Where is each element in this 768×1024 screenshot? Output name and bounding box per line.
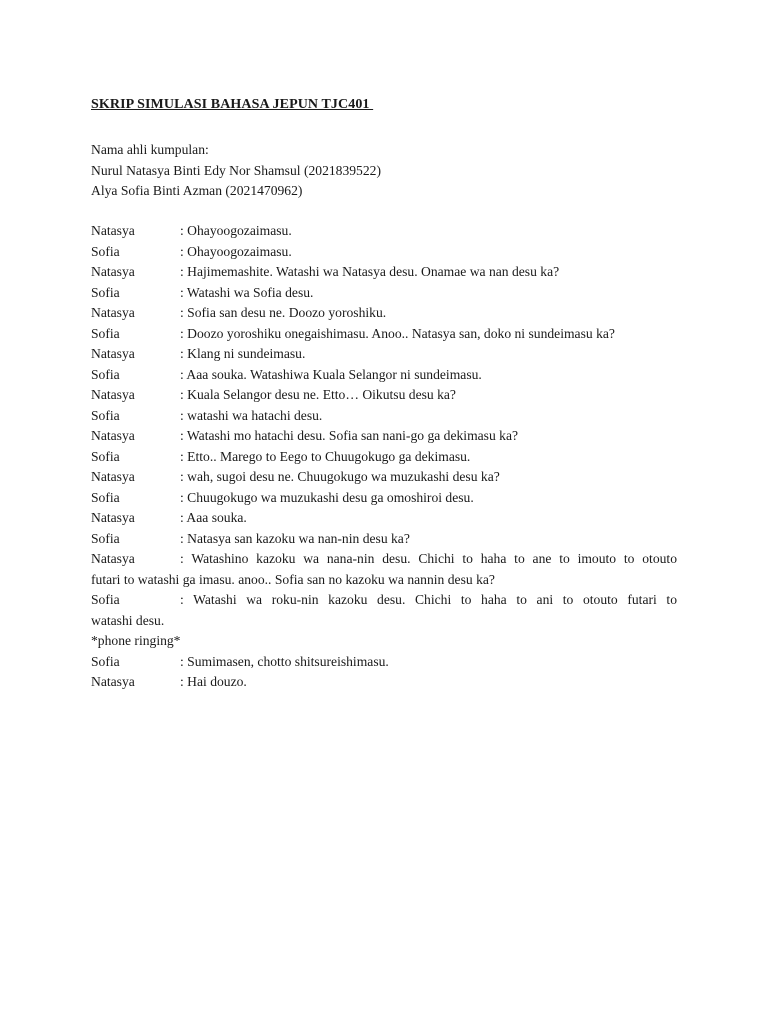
speaker-name: Natasya xyxy=(91,264,135,279)
dialogue-text: : Klang ni sundeimasu. xyxy=(180,346,306,361)
dialogue-line xyxy=(91,406,677,427)
dialogue-text: : Ohayoogozaimasu. xyxy=(180,243,292,259)
dialogue-line xyxy=(91,426,677,447)
speaker-name: Sofia xyxy=(91,366,120,382)
speaker-name: Sofia xyxy=(91,653,120,669)
dialogue-line xyxy=(91,221,677,242)
dialogue-text: : Watashi mo hatachi desu. Sofia san nani-go ga dekimasu ka? xyxy=(180,428,519,443)
group-members xyxy=(91,140,691,202)
dialogue-text: : wah, sugoi desu ne. Chuugokugo wa muzukashi desu ka? xyxy=(180,469,500,484)
dialogue-text: : Sumimasen, chotto shitsureishimasu. xyxy=(180,653,389,669)
speaker-name: Natasya xyxy=(91,674,135,689)
dialogue-line xyxy=(91,385,677,406)
document-title: SKRIP SIMULASI BAHASA JEPUN TJC401 xyxy=(91,97,374,112)
stage-direction: *phone ringing* xyxy=(91,633,181,648)
dialogue-line xyxy=(91,488,677,509)
dialogue-line xyxy=(91,303,677,324)
speaker-name: Sofia xyxy=(91,407,120,423)
speaker-name: Natasya xyxy=(91,428,135,443)
speaker-name: Sofia xyxy=(91,325,120,341)
dialogue-text: : Watashi wa roku-nin kazoku desu. Chichi to haha to ani to otouto futari to xyxy=(180,592,677,607)
speaker-name: Sofia xyxy=(91,592,120,607)
dialogue-line xyxy=(91,344,677,365)
speaker-name: Sofia xyxy=(91,284,120,300)
dialogue-continuation: watashi desu. xyxy=(91,612,165,628)
dialogue-text: : Hai douzo. xyxy=(180,674,247,689)
dialogue-text: : Hajimemashite. Watashi wa Natasya desu. Onamae wa nan desu ka? xyxy=(180,264,560,279)
speaker-name: Sofia xyxy=(91,448,120,464)
dialogue-text: : Sofia san desu ne. Doozo yoroshiku. xyxy=(180,305,387,320)
dialogue-line xyxy=(91,262,677,283)
member-name: Nurul Natasya Binti Edy Nor Shamsul (2021839522) xyxy=(91,162,381,178)
speaker-name: Natasya xyxy=(91,387,135,402)
dialogue-text: : Ohayoogozaimasu. xyxy=(180,223,292,238)
dialogue-line xyxy=(91,549,677,570)
dialogue-line xyxy=(91,324,677,345)
dialogue-text: : Etto.. Marego to Eego to Chuugokugo ga dekimasu. xyxy=(180,448,471,464)
dialogue-text: : Chuugokugo wa muzukashi desu ga omoshiroi desu. xyxy=(180,489,474,505)
member-name: Alya Sofia Binti Azman (2021470962) xyxy=(91,183,303,198)
dialogue-script xyxy=(91,221,677,693)
dialogue-line xyxy=(91,590,677,611)
speaker-name: Natasya xyxy=(91,469,135,484)
speaker-name: Sofia xyxy=(91,243,120,259)
dialogue-line xyxy=(91,365,677,386)
dialogue-line xyxy=(91,529,677,550)
dialogue-line xyxy=(91,242,677,263)
dialogue-text: : Watashi wa Sofia desu. xyxy=(180,284,314,300)
dialogue-line xyxy=(91,283,677,304)
dialogue-text: : Watashino kazoku wa nana-nin desu. Chichi to haha to ane to imouto to otouto xyxy=(180,551,677,566)
speaker-name: Sofia xyxy=(91,530,120,546)
speaker-name: Natasya xyxy=(91,346,135,361)
dialogue-text: : Kuala Selangor desu ne. Etto… Oikutsu desu ka? xyxy=(180,387,456,402)
speaker-name: Natasya xyxy=(91,223,135,238)
speaker-name: Natasya xyxy=(91,305,135,320)
speaker-name: Natasya xyxy=(91,551,135,566)
dialogue-continuation: futari to watashi ga imasu. anoo.. Sofia san no kazoku wa nannin desu ka? xyxy=(91,571,495,587)
speaker-name: Sofia xyxy=(91,489,120,505)
dialogue-line xyxy=(91,672,677,693)
dialogue-line xyxy=(91,652,677,673)
members-heading: Nama ahli kumpulan: xyxy=(91,142,209,157)
dialogue-line xyxy=(91,508,677,529)
dialogue-text: : watashi wa hatachi desu. xyxy=(180,407,323,423)
dialogue-text: : Aaa souka. Watashiwa Kuala Selangor ni sundeimasu. xyxy=(180,366,482,382)
speaker-name: Natasya xyxy=(91,510,135,525)
dialogue-text: : Aaa souka. xyxy=(180,510,247,525)
dialogue-line xyxy=(91,447,677,468)
dialogue-text: : Natasya san kazoku wa nan-nin desu ka? xyxy=(180,530,410,546)
dialogue-text: : Doozo yoroshiku onegaishimasu. Anoo.. Natasya san, doko ni sundeimasu ka? xyxy=(180,325,615,341)
dialogue-line xyxy=(91,467,677,488)
